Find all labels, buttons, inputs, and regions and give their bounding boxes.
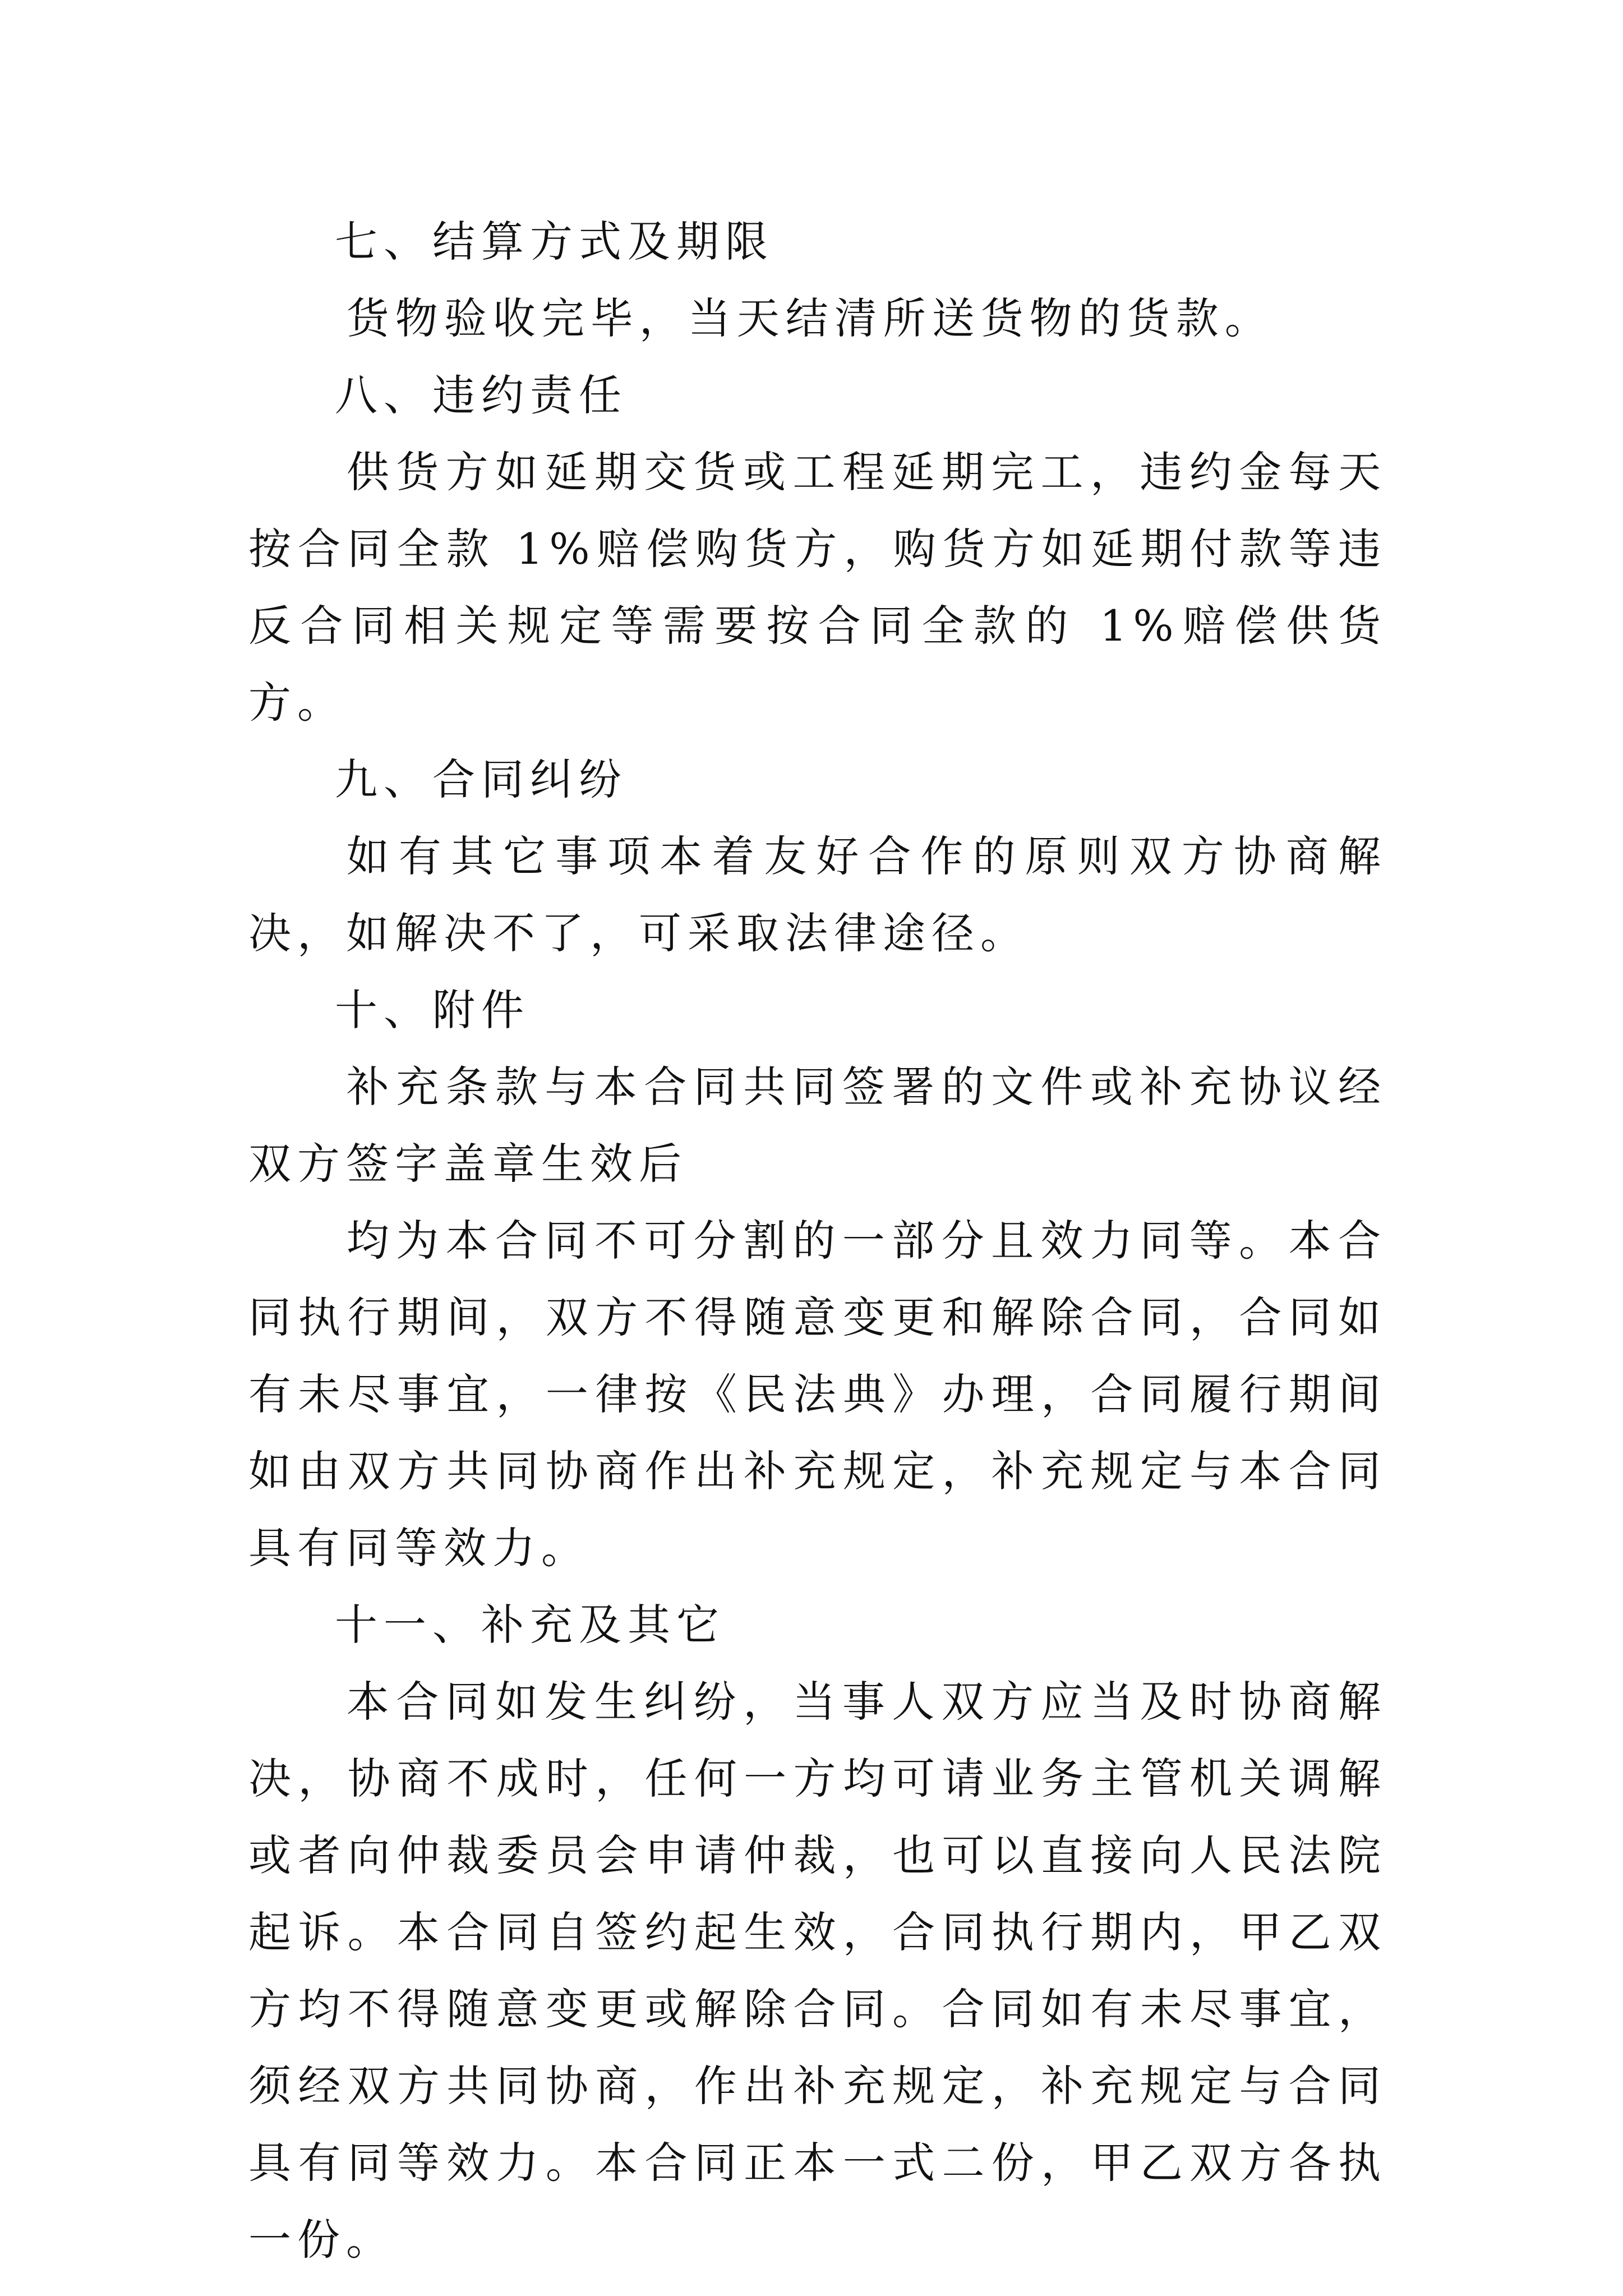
paragraph-attachment-2: 均为本合同不可分割的一部分且效力同等。本合同执行期间，双方不得随意变更和解除合同，合同如有未尽事宜，一律按《民法典》办理，合同履行期间如由双方共同协商作出补充规定，补充规定与本合同具有同等效力。 <box>248 1216 1387 1573</box>
section-heading-breach: 八、违约责任 <box>335 370 628 420</box>
section-heading-attachment: 十、附件 <box>335 985 530 1035</box>
section-heading-dispute: 九、合同纠纷 <box>335 754 628 804</box>
paragraph-supplement: 本合同如发生纠纷，当事人双方应当及时协商解决，协商不成时，任何一方均可请业务主管机关调解或者向仲裁委员会申请仲裁，也可以直接向人民法院起诉。本合同自签约起生效，合同执行期内，甲乙双方均不得随意变更或解除合同。合同如有未尽事宜，须经双方共同协商，作出补充规定，补充规定与合同具有同等效力。本合同正本一式二份，甲乙双方各执一份。 <box>248 1677 1387 2265</box>
section-heading-settlement: 七、结算方式及期限 <box>335 217 774 266</box>
contract-body <box>248 203 1387 2278</box>
paragraph-attachment-1: 补充条款与本合同共同签署的文件或补充协议经双方签字盖章生效后 <box>248 1062 1387 1189</box>
paragraph-breach: 供货方如延期交货或工程延期完工，违约金每天按合同全款 1%赔偿购货方，购货方如延期付款等违反合同相关规定等需要按合同全款的 1%赔偿供货方。 <box>248 447 1387 728</box>
paragraph-dispute: 如有其它事项本着友好合作的原则双方协商解决，如解决不了，可采取法律途径。 <box>248 831 1387 958</box>
paragraph-settlement: 货物验收完毕，当天结清所送货物的货款。 <box>346 293 1274 343</box>
section-heading-supplement: 十一、补充及其它 <box>335 1600 725 1650</box>
